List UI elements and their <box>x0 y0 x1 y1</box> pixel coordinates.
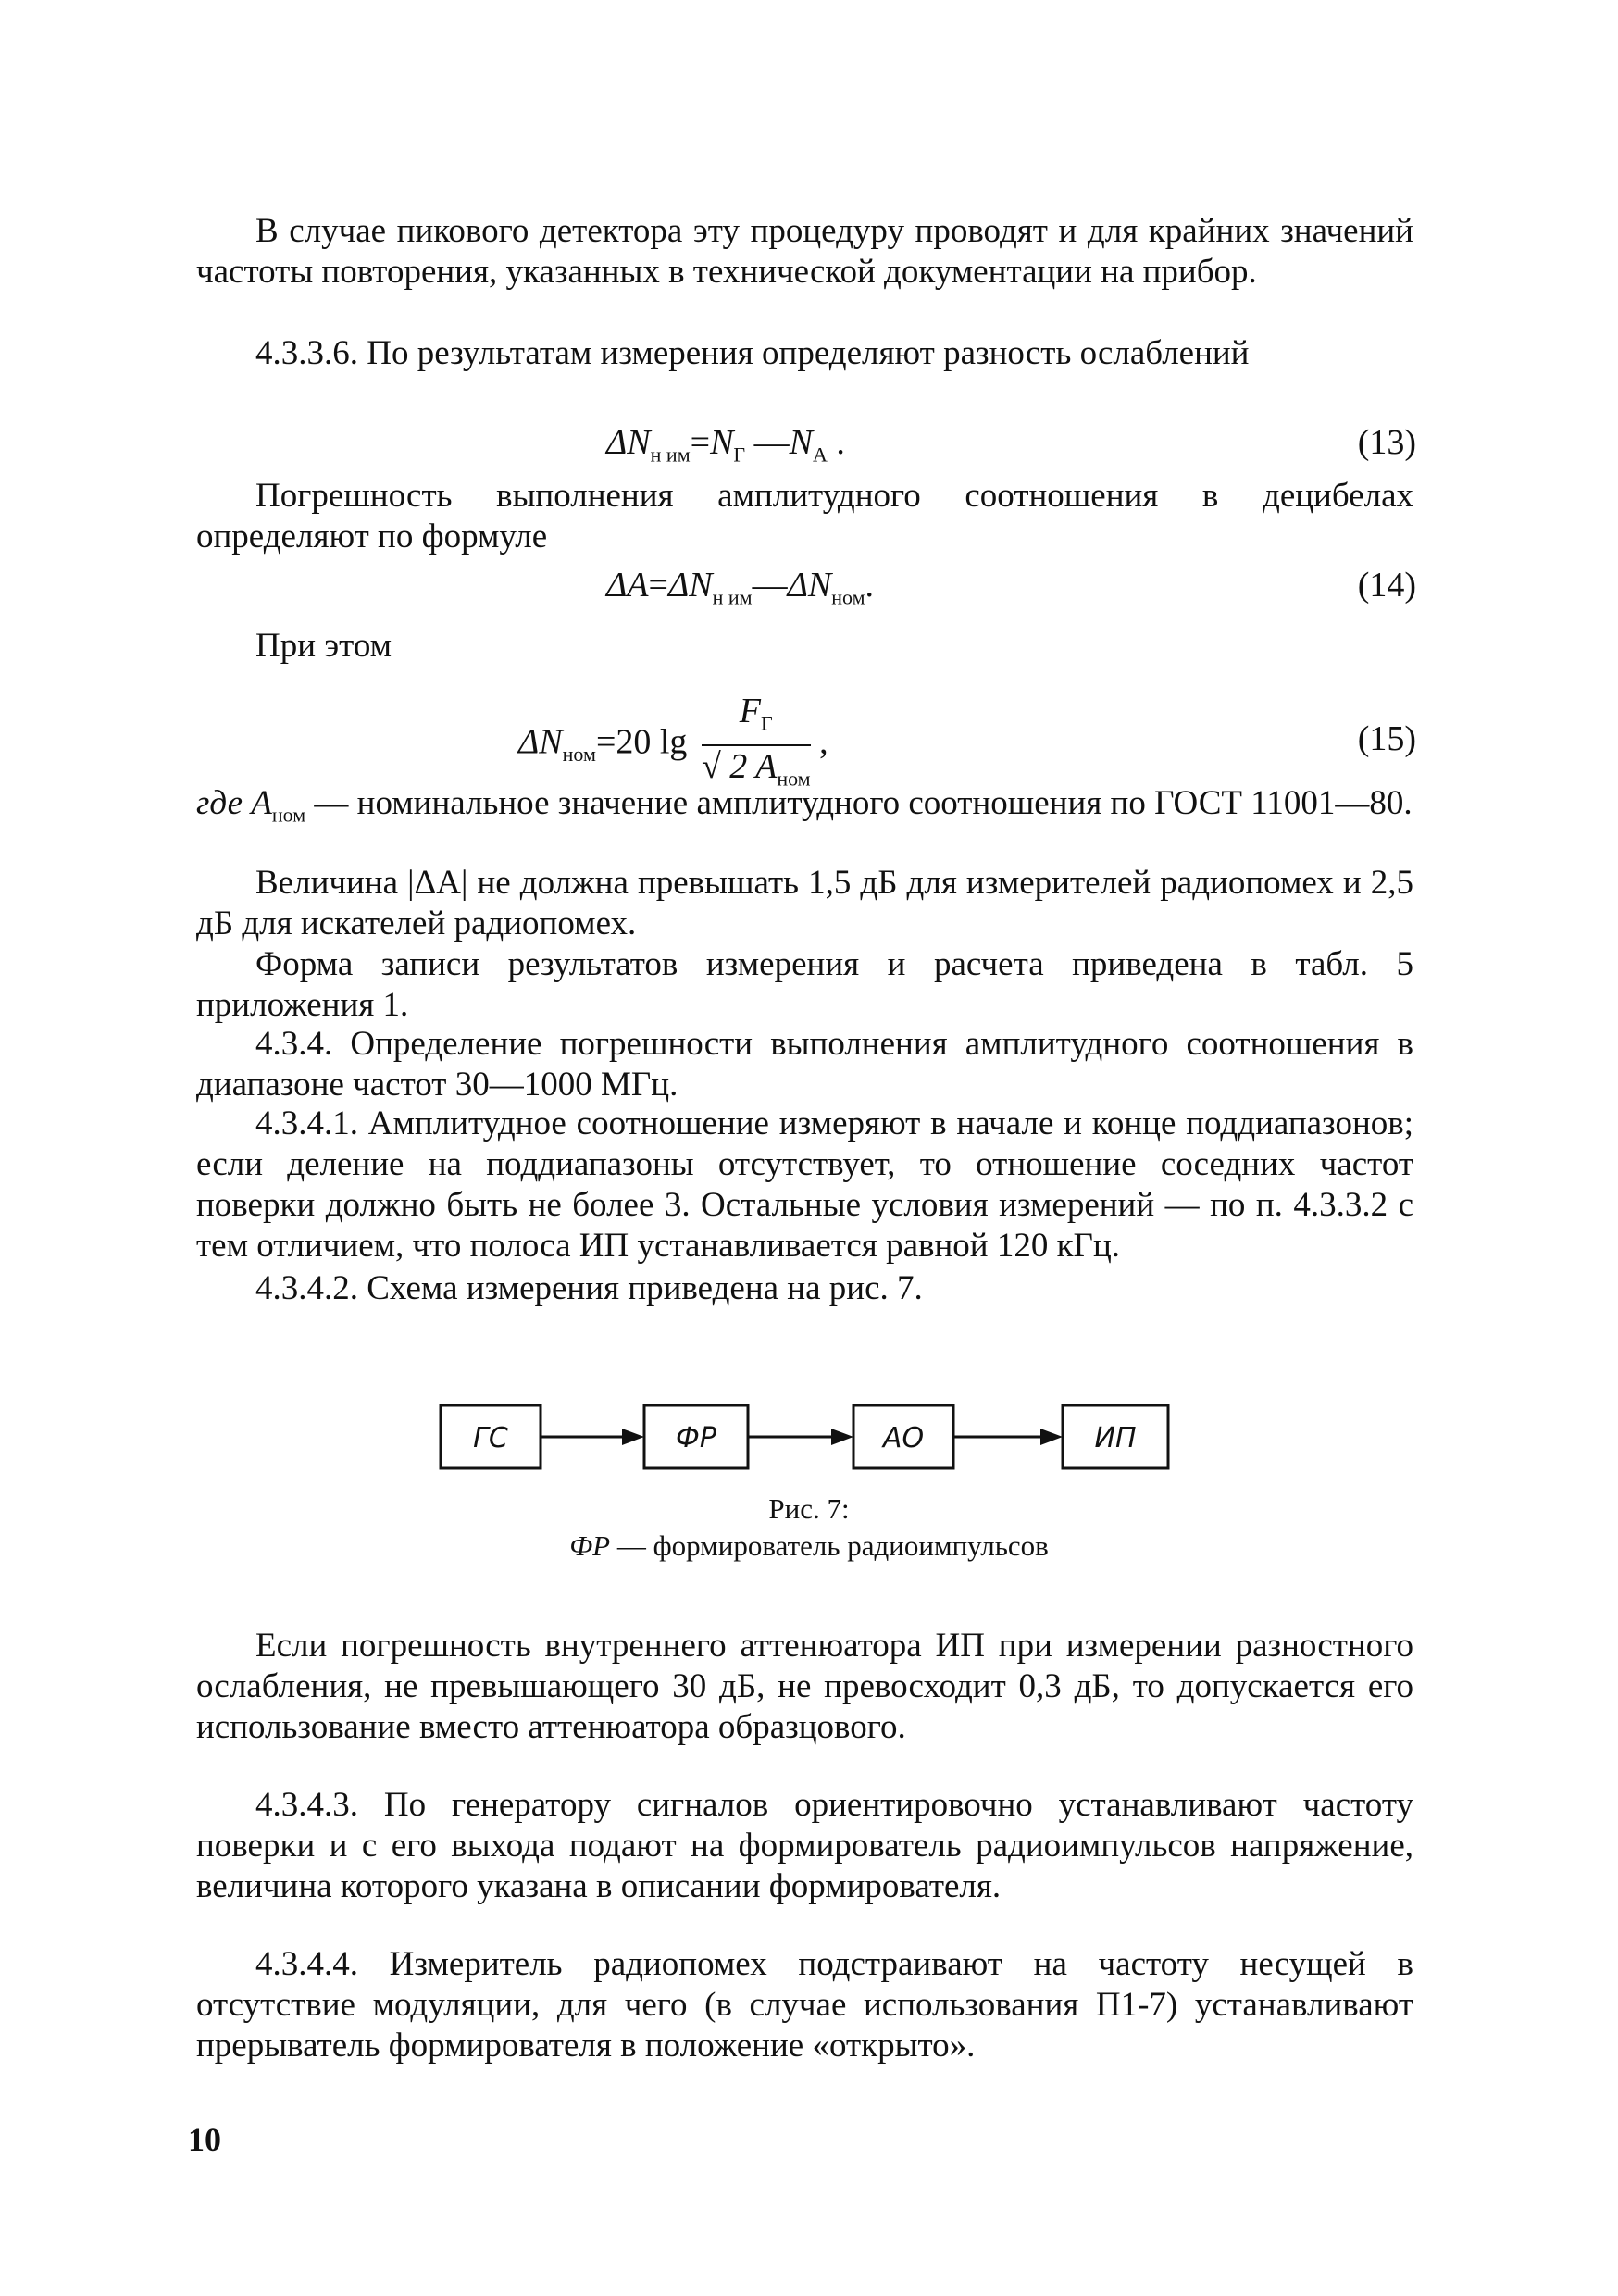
paragraph-internal-attenuator: Если погрешность внутреннего аттенюатора ИП при измерении разностного ослабления, не превышающего 30 дБ, не превосходит 0,3 дБ, то допускается его использование вместо аттенюатора образцового. <box>196 1627 1413 1746</box>
fraction: $\frac{F_Г}{√ 2 A_{ном}}$ <box>701 692 811 791</box>
paragraph-delta-a-limit: Величина |ΔA| не должна превышать 1,5 дБ для измерителей радиопомех и 2,5 дБ для искателей радиопомех. <box>196 864 1413 942</box>
formula-number-14: (14) <box>1357 566 1416 605</box>
paragraph-4-3-4-1: 4.3.4.1. Амплитудное соотношение измеряют в начале и конце поддиапазонов; если деление на поддиапазоны отсутствует, то отношение соседних частот поверки должно быть не более 3. Остальные условия измерений — по п. 4.3.3.2 с тем отличием, что полоса ИП устанавливается равной 120 кГц. <box>196 1104 1413 1265</box>
paragraph-record-form: Форма записи результатов измерения и расчета приведена в табл. 5 приложения 1. <box>196 945 1413 1024</box>
formula-number-15: (15) <box>1357 719 1416 758</box>
block-ip-label: ИП <box>1094 1422 1137 1454</box>
paragraph-error-formula-intro: Погрешность выполнения амплитудного соотношения в децибелах определяют по формуле <box>196 477 1413 555</box>
paragraph-4-3-4-4: 4.3.4.4. Измеритель радиопомех подстраивают на частоту несущей в отсутствие модуляции, для чего (в случае использования П1-7) устанавливают прерыватель формирователя в положение «открыто». <box>196 1945 1413 2065</box>
block-ao-label: АО <box>882 1422 925 1454</box>
paragraph-pri-etom: При этом <box>255 627 392 665</box>
paragraph-4-3-4-2: 4.3.4.2. Схема измерения приведена на рис. 7. <box>255 1269 923 1307</box>
paragraph-a-nom-definition: где $A_{ном}$ — номинальное значение амплитудного соотношения по ГОСТ 11001—80. <box>196 784 1413 827</box>
formula-14: $\Delta A=\Delta N_{н им}—\Delta N_{ном}$. (14) <box>0 557 1618 613</box>
block-gs-label: ГС <box>473 1422 508 1454</box>
block-fr-label: ФР <box>676 1422 716 1454</box>
figure-legend: ФР — формирователь радиоимпульсов <box>569 1529 1049 1562</box>
paragraph-peak-detector: В случае пикового детектора эту процедуру проводят и для крайних значений частоты повторения, указанных в технической документации на прибор. <box>196 212 1413 291</box>
formula-number-13: (13) <box>1357 423 1416 462</box>
formula-13: $\Delta N_{н им}=N_Г$ $—N_А$ . (13) <box>0 415 1618 470</box>
paragraph-4-3-3-6: 4.3.3.6. По результатам измерения определяют разность ослаблений <box>255 334 1250 372</box>
page-number: 10 <box>188 2121 221 2158</box>
paragraph-4-3-4: 4.3.4. Определение погрешности выполнения амплитудного соотношения в диапазоне частот 30—1000 МГц. <box>196 1025 1413 1104</box>
formula-15: $\Delta N_{ном}=20$ lg $\frac{F_Г}{√ 2 A_{ном}}$ , (15) <box>0 693 1618 785</box>
paragraph-4-3-4-3: 4.3.4.3. По генератору сигналов ориентировочно устанавливают частоту поверки и с его выхода подают на формирователь радиоимпульсов напряжение, величина которого указана в описании формирователя. <box>196 1786 1413 1905</box>
figure-caption: Рис. 7: <box>768 1492 850 1525</box>
